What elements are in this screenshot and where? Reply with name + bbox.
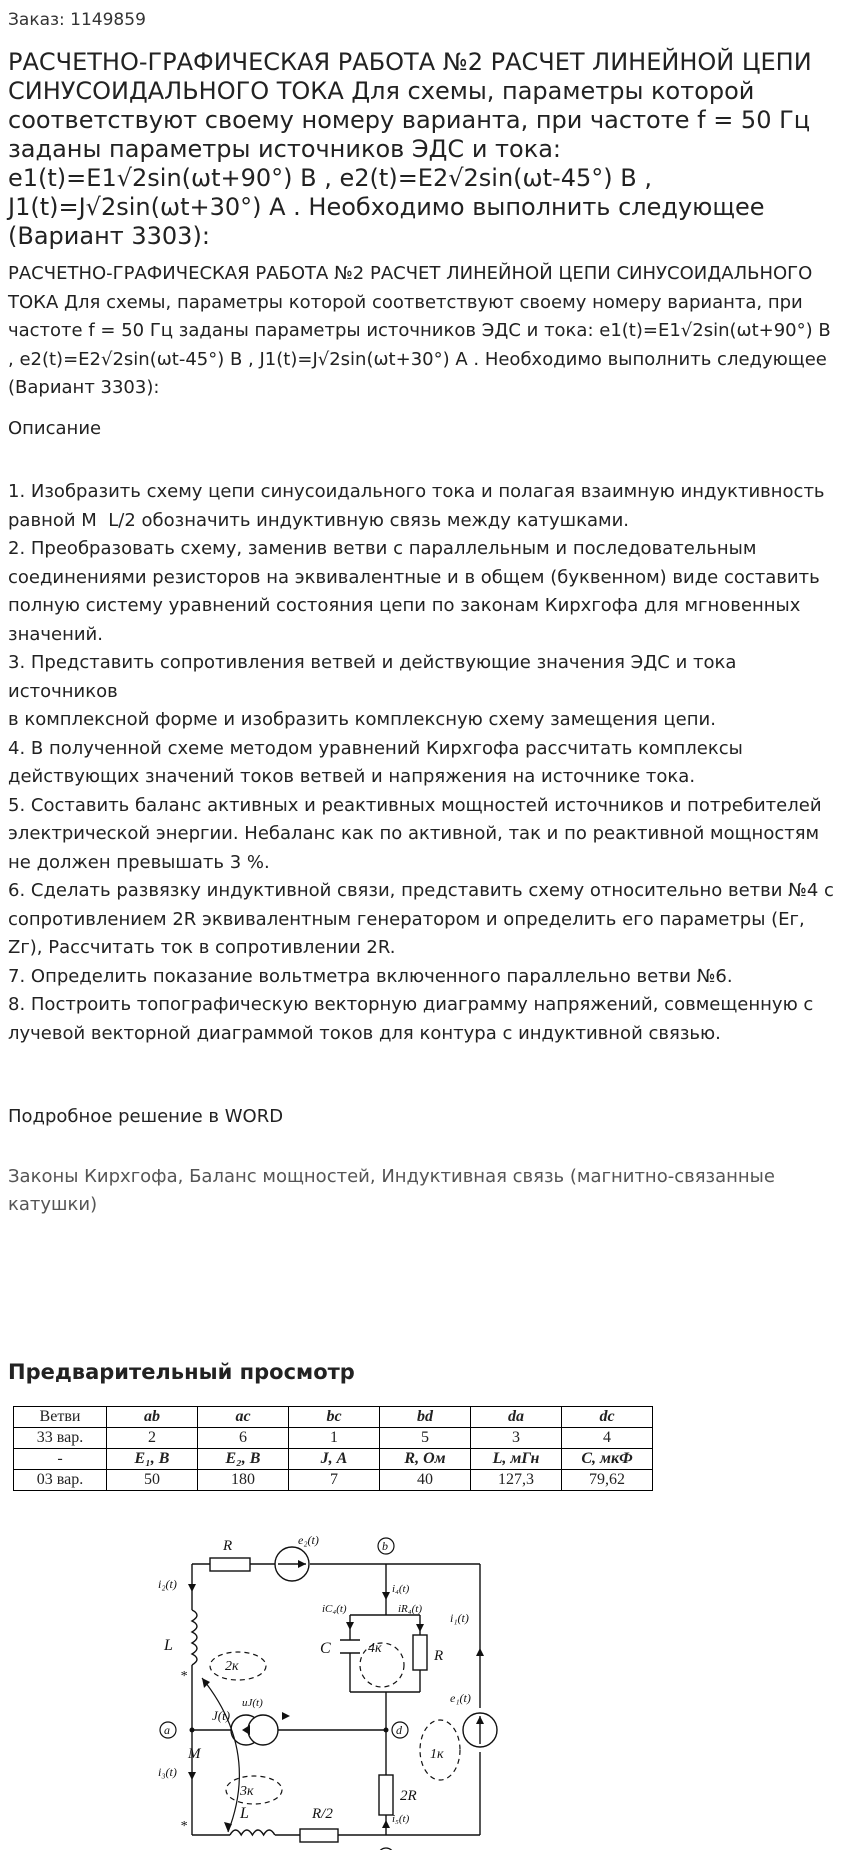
label-loop-4: 4к (368, 1641, 382, 1656)
table-cell: bc (289, 1407, 380, 1428)
table-cell: 50 (107, 1470, 198, 1491)
resistor-2r (379, 1775, 393, 1815)
table-cell: bd (380, 1407, 471, 1428)
label-loop-3: 3к (240, 1784, 254, 1799)
label-i4: i₄(t) (392, 1583, 410, 1595)
table-cell: С, мкФ (562, 1449, 653, 1470)
label-loop-2: 2к (225, 1659, 239, 1674)
label-node-c (382, 1849, 388, 1850)
label-2r: 2R (400, 1788, 417, 1804)
table-cell: 1 (289, 1428, 380, 1449)
label-c: C (320, 1640, 331, 1657)
table-row (14, 1407, 653, 1428)
label-star-1: * (180, 1669, 187, 1684)
inductor-l-left (192, 1610, 197, 1665)
label-ir4: iR₄(t) (398, 1603, 422, 1615)
label-jt: J(t) (212, 1708, 231, 1723)
table-cell: E₁, В (107, 1449, 198, 1470)
tag-link-power-balance[interactable]: Баланс мощностей (189, 1166, 370, 1187)
table-row (14, 1470, 653, 1491)
label-loop-1: 1к (430, 1747, 444, 1762)
table-cell: 33 вар. (14, 1428, 107, 1449)
table-cell: 4 (562, 1428, 653, 1449)
table-cell: 40 (380, 1470, 471, 1491)
tag-item[interactable] (189, 1166, 370, 1187)
label-i5: i₅(t) (392, 1813, 410, 1825)
tag-item[interactable] (8, 1166, 178, 1187)
variant-table (13, 1406, 653, 1491)
current-source-j (231, 1715, 278, 1745)
table-cell: 5 (380, 1428, 471, 1449)
table-cell: ac (198, 1407, 289, 1428)
label-r-mid: R (434, 1648, 444, 1664)
label-l-left: L (164, 1637, 173, 1654)
label-e2: e₂(t) (298, 1533, 319, 1547)
emf-source-e1 (463, 1713, 497, 1747)
table-row (14, 1449, 653, 1470)
table-cell: 03 вар. (14, 1470, 107, 1491)
preview-heading: Предварительный просмотр (8, 1360, 355, 1384)
label-star-2: * (180, 1819, 187, 1834)
capacitor-c (340, 1640, 360, 1653)
table-row (14, 1428, 653, 1449)
table-cell: Ветви (14, 1407, 107, 1428)
resistor-r-mid (413, 1635, 427, 1670)
emf-source-e2 (275, 1547, 309, 1581)
page-title: РАСЧЕТНО-ГРАФИЧЕСКАЯ РАБОТА №2 РАСЧЕТ ЛИНЕЙНОЙ ЦЕПИ СИНУСОИДАЛЬНОГО ТОКА Для схемы, параметры которой соответствуют своему номеру варианта, при частоте f = 50 Гц заданы параметры источников ЭДС и тока: e1(t)=E1√2sin(ωt+90°) В , e2(t)=E2√2sin(ωt-45°) В , J1(t)=J√2sin(ωt+30°) А . Необходимо выполнить следующее (Вариант 3303): (8, 48, 812, 250)
table-cell: R, Ом (380, 1449, 471, 1470)
label-i3: i₃(t) (158, 1765, 177, 1779)
label-node-d: d (396, 1723, 402, 1737)
table-cell: 79,62 (562, 1470, 653, 1491)
label-m: M (188, 1746, 201, 1762)
label-e1: e₁(t) (450, 1691, 471, 1705)
label-i2: i₂(t) (158, 1577, 177, 1591)
label-r-half: R/2 (312, 1806, 333, 1822)
tag-link-inductive-coupling[interactable]: Индуктивная связь (магнитно-связанные катушки) (8, 1166, 775, 1215)
description-label: Описание (8, 418, 102, 439)
resistor-r-top (210, 1558, 250, 1571)
table-cell: da (471, 1407, 562, 1428)
label-uj: uJ(t) (242, 1697, 263, 1709)
label-r-top: R (223, 1538, 233, 1554)
table-cell: J, А (289, 1449, 380, 1470)
circuit-diagram (150, 1520, 520, 1850)
table-cell: 2 (107, 1428, 198, 1449)
table-cell: 7 (289, 1470, 380, 1491)
label-i1: i₁(t) (450, 1611, 469, 1625)
resistor-r-half (300, 1829, 338, 1842)
table-cell: dc (562, 1407, 653, 1428)
inductor-l-bottom (230, 1830, 275, 1835)
label-node-a: a (164, 1723, 170, 1737)
label-node-b: b (382, 1539, 388, 1553)
table-cell: ab (107, 1407, 198, 1428)
order-number: Заказ: 1149859 (8, 10, 146, 30)
label-ic4: iC₄(t) (322, 1603, 347, 1615)
label-l-bottom: L (240, 1805, 249, 1822)
table-cell: - (14, 1449, 107, 1470)
table-cell: 127,3 (471, 1470, 562, 1491)
table-cell: 6 (198, 1428, 289, 1449)
tag-link-kirchhoff[interactable]: Законы Кирхгофа (8, 1166, 178, 1187)
table-cell: E₂, В (198, 1449, 289, 1470)
table-cell: 180 (198, 1470, 289, 1491)
tag-list: Законы Кирхгофа, Баланс мощностей, Индуктивная связь (магнитно-связанные катушки) (8, 1166, 775, 1215)
word-note: Подробное решение в WORD (8, 1106, 284, 1127)
description-text: 1. Изобразить схему цепи синусоидального тока и полагая взаимную индуктивность равной М ￼ L/2 обозначить индуктивную связь между катушками. 2. Преобразовать схему, заменив ветви с параллельным и последовательным соединениями резисторов на эквивалентные и в общем (буквенном) виде составить полную систему уравнений состояния цепи по законам Кирхгофа для мгновенных значений. 3. Представить сопротивления ветвей и действующие значения ЭДС и тока источников в комплексной форме и изобразить комплексную схему замещения цепи. 4. В полученной схеме методом уравнений Кирхгофа рассчитать комплексы действующих значений токов ветвей и напряжения на источнике тока. 5. Составить баланс активных и реактивных мощностей источников и потребителей электрической энергии. Небаланс как по активной, так и по реактивной мощностям не должен превышать 3 %. 6. Сделать развязку индуктивной связи, представить схему относительно ветви №4 с сопротивлением 2R эквивалентным генератором и определить его параметры (Ег, Zг), Рассчитать ток в сопротивлении 2R. 7. Определить показание вольтметра включенного параллельно ветви №6. 8. Построить топографическую векторную диаграмму напряжений, совмещенную с лучевой векторной диаграммой токов для контура с индуктивной связью. (8, 481, 834, 1044)
lead-text: РАСЧЕТНО-ГРАФИЧЕСКАЯ РАБОТА №2 РАСЧЕТ ЛИНЕЙНОЙ ЦЕПИ СИНУСОИДАЛЬНОГО ТОКА Для схемы, параметры которой соответствуют своему номеру варианта, при частоте f = 50 Гц заданы параметры источников ЭДС и тока: e1(t)=E1√2sin(ωt+90°) В , e2(t)=E2√2sin(ωt-45°) В , J1(t)=J√2sin(ωt+30°) А . Необходимо выполнить следующее (Вариант 3303): (8, 263, 831, 398)
table-cell: L, мГн (471, 1449, 562, 1470)
table-cell: 3 (471, 1428, 562, 1449)
